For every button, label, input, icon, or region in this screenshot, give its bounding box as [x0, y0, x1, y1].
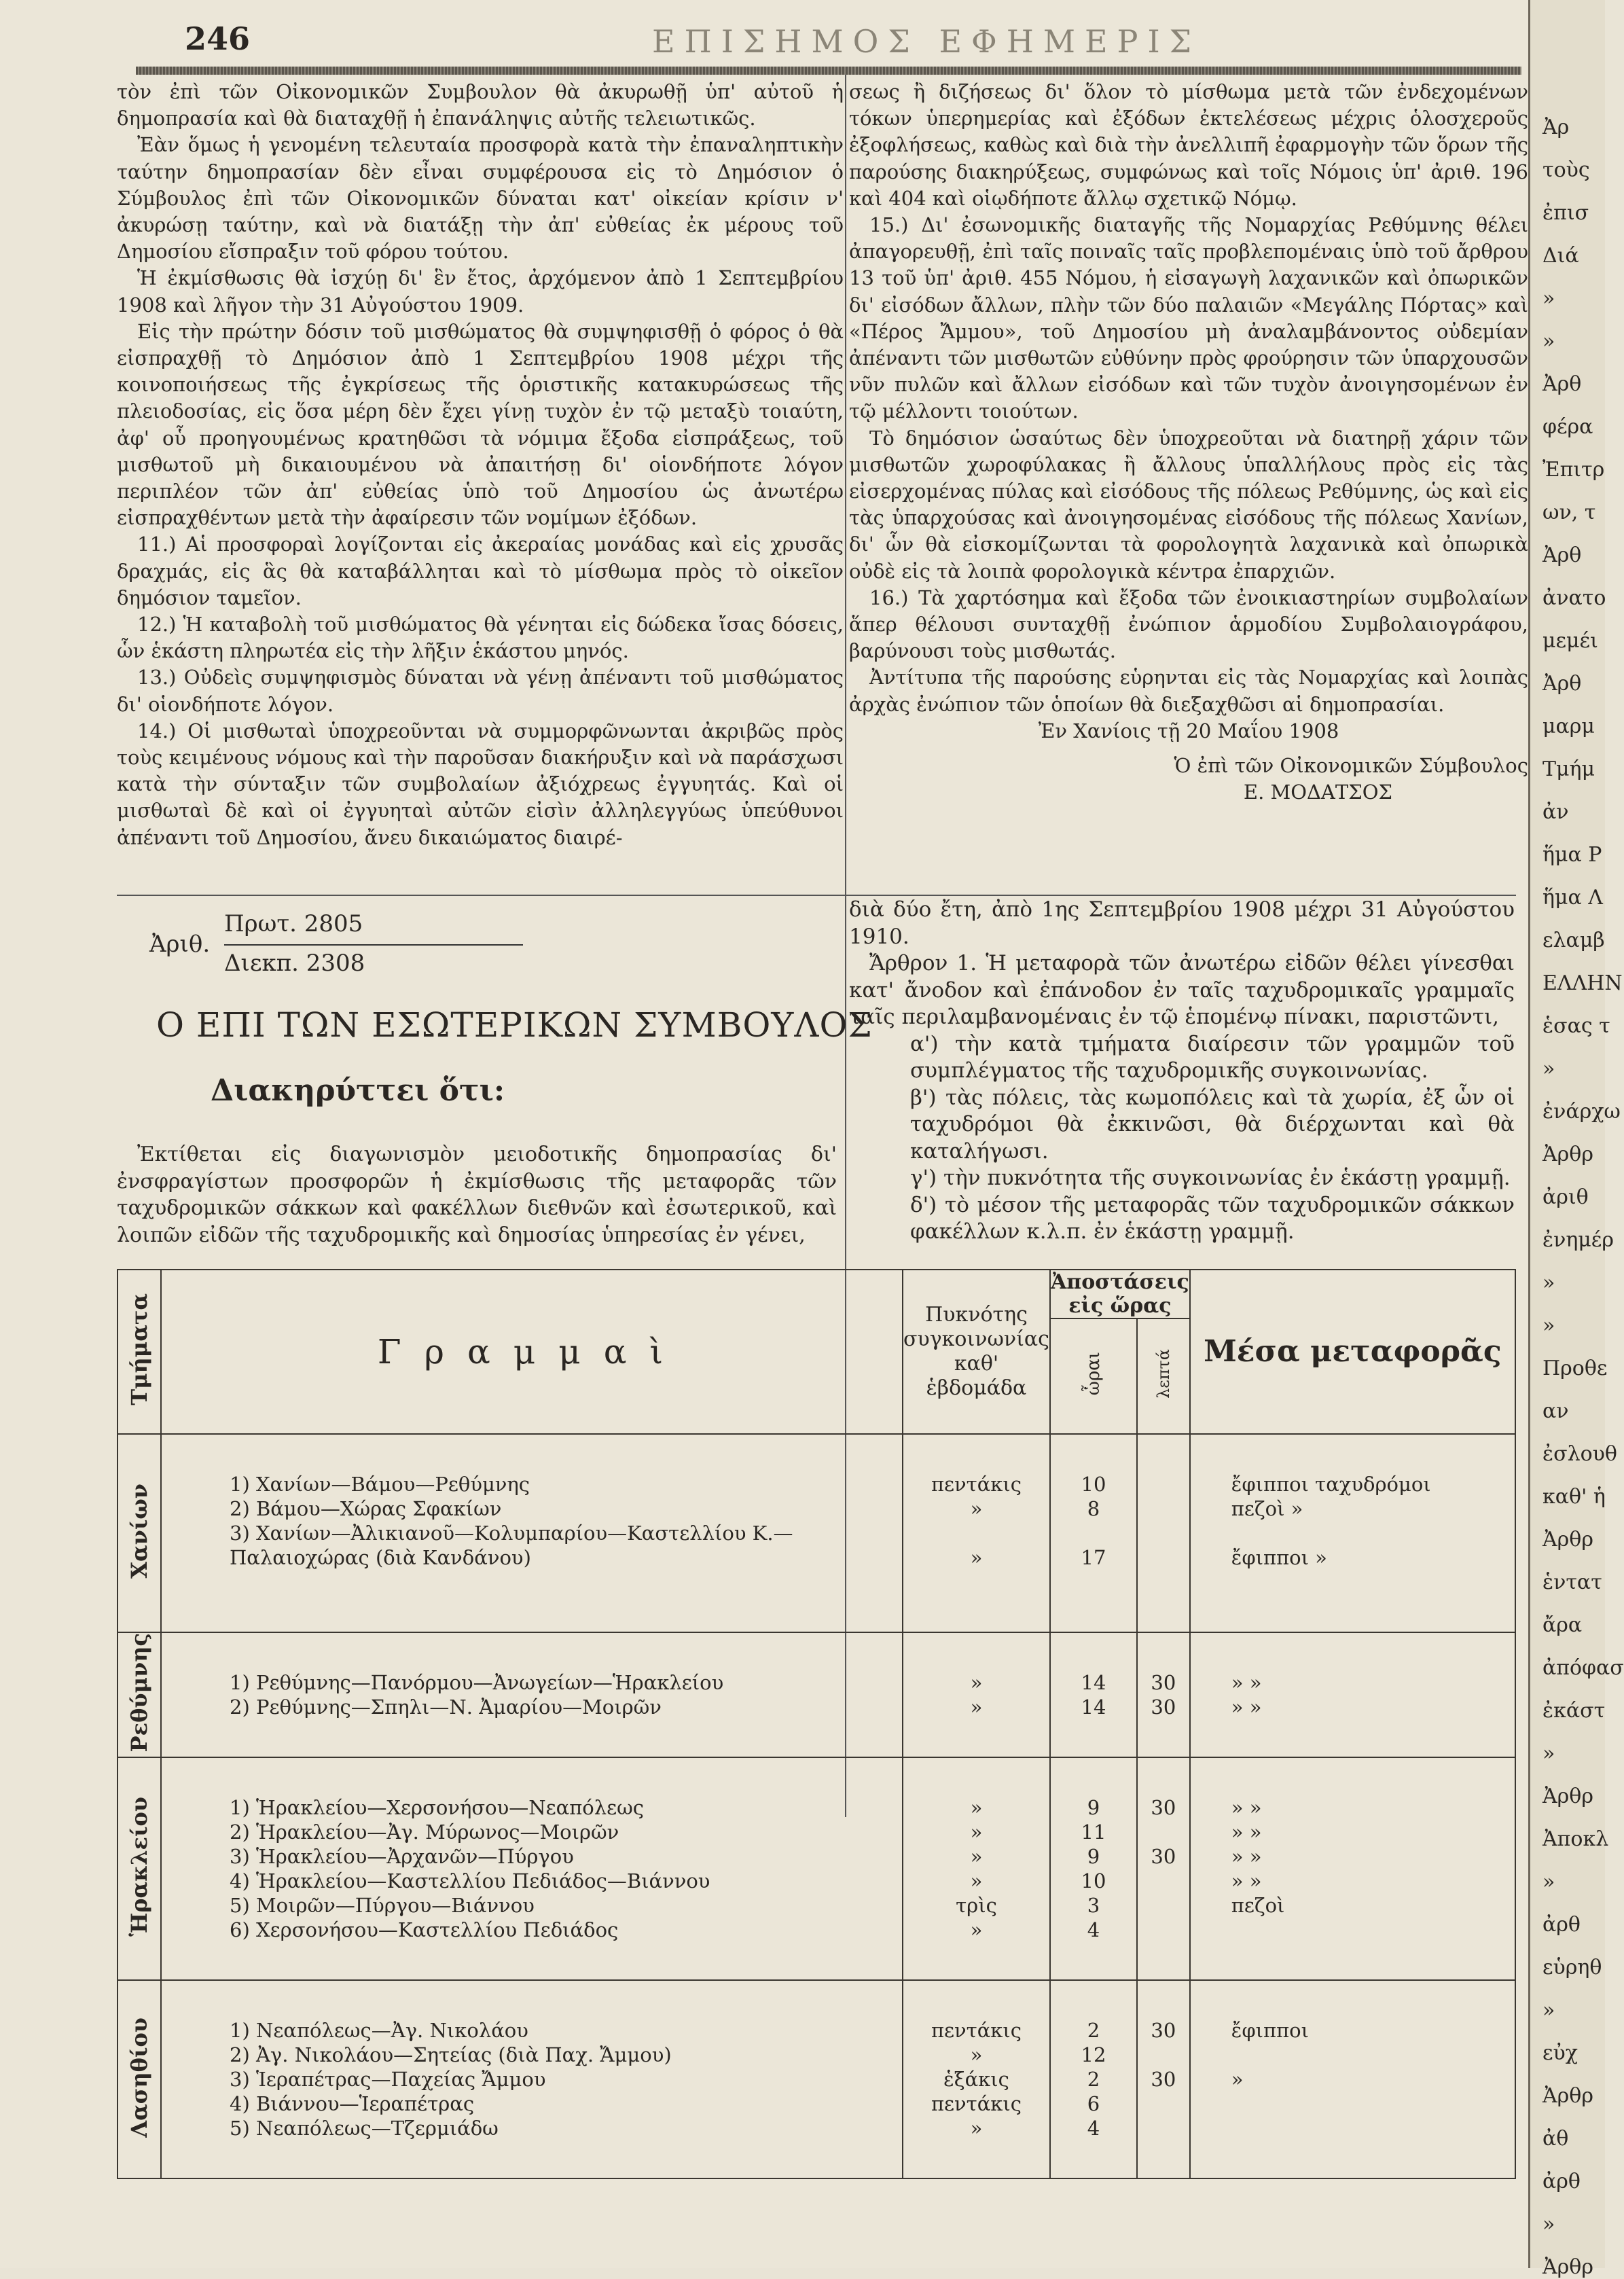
edge-fragment: »: [1542, 287, 1555, 310]
hours-cell: [1050, 1632, 1137, 1757]
paragraph: 14.) Οἱ μισθωταὶ ὑποχρεοῦνται νὰ συμμορφῶνωνται ἀκριβῶς πρὸς τοὺς κειμένους νόμους καὶ τὴν παροῦσαν διακήρυξιν καὶ νὰ παράσχωσι κατὰ τὴν σύνταξιν τῶν συμβολαίων ἀξιόχρεως ἐγγυητάς. Καὶ οἱ μισθωταὶ δὲ καὶ οἱ ἐγγυηταὶ αὐτῶν εἰσὶν ἀλληλεγγύως ὑπεύθυνοι ἀπέναντι τοῦ Δημοσίου, ἄνευ δικαιώματος διαιρέ-: [117, 719, 844, 849]
means-value: » »: [1231, 1671, 1262, 1694]
edge-fragment: »: [1542, 329, 1555, 353]
article-item-c: γ') τὴν πυκνότητα τῆς συγκοινωνίας ἐν ἑκάστῃ γραμμῇ.: [910, 1166, 1511, 1190]
minutes-value: 30: [1151, 1845, 1176, 1869]
edge-fragment: Ἀρθρ: [1542, 1784, 1593, 1808]
hours-value: 9: [1087, 1796, 1100, 1820]
hours-value: 12: [1081, 2043, 1106, 2067]
header-minutes: λεπτά: [1137, 1318, 1190, 1434]
means-value: » »: [1231, 1869, 1262, 1893]
arith-label: Ἀριθ.: [149, 931, 211, 958]
edge-fragment: φέρα: [1542, 415, 1593, 439]
right-column-top: [849, 79, 1528, 806]
edge-fragment: ἄρα: [1542, 1613, 1583, 1637]
paragraph: Εἰς τὴν πρώτην δόσιν τοῦ μισθώματος θὰ συμψηφισθῇ ὁ φόρος ὁ θὰ εἰσπραχθῇ τὸ Δημόσιον ἀπὸ 1 Σεπτεμβρίου 1908 μέχρι τῆς κοινοποιήσεως τῆς ἐγκρίσεως τῆς ὁριστικῆς κατακυρώσεως τῆς πλειοδοσίας, εἰς ὅσα μέρη δὲν ἔχει γίνῃ τυχὸν ἐν τῷ μεταξὺ τοιαύτη, ἀφ' οὗ προηγουμένως κρατηθῶσι τὰ νόμιμα ἔξοδα εἰσπράξεως, τοῦ μισθωτοῦ μὴ δικαιουμένου νὰ ἀπαιτήσῃ δι' οἱονδήποτε λόγον περιπλέον τῶν ἀπ' εὐθείας ὑπὸ τοῦ Δημοσίου ὡς ἀνωτέρω εἰσπραχθέντων μετὰ τὴν ἀφαίρεσιν τῶν νομίμων ἐξόδων.: [117, 319, 844, 530]
section-name-cell: [118, 1632, 161, 1757]
edge-fragment: »: [1542, 1998, 1555, 2022]
article-item-d: δ') τὸ μέσον τῆς μεταφορᾶς τῶν ταχυδρομικῶν σάκκων φακέλλων κ.λ.π. ἐν ἑκάστῃ γραμμῇ.: [910, 1192, 1515, 1244]
means-value: » »: [1231, 1820, 1262, 1844]
hours-value: 14: [1081, 1671, 1106, 1694]
section-name-cell: [118, 1757, 161, 1980]
header-sections: Τμήματα: [118, 1270, 161, 1434]
date-line: Ἐν Χανίοις τῇ 20 Μαΐου 1908: [1038, 719, 1339, 742]
section-name: Ρεθύμνης: [126, 1633, 152, 1753]
means-cell: [1190, 1980, 1515, 2178]
means-value: ἔφιπποι: [1231, 2019, 1309, 2043]
means-value: ἔφιπποι »: [1231, 1546, 1327, 1569]
edge-fragment: εὐχ: [1542, 2041, 1578, 2065]
paragraph: 12.) Ἡ καταβολὴ τοῦ μισθώματος θὰ γένηται εἰς δώδεκα ἴσας δόσεις, ὧν ἑκάστη πληρωτέα εἰς τὴν λῆξιν ἑκάστου μηνός.: [117, 613, 844, 663]
section-name: Λασηθίου: [126, 2017, 152, 2138]
edge-fragment: Ἀρθρ: [1542, 1528, 1593, 1551]
means-value: πεζοὶ »: [1231, 1497, 1303, 1520]
routes-table: [117, 1269, 1516, 2179]
edge-fragment: Διά: [1542, 244, 1579, 268]
section-rule: [117, 895, 1516, 896]
dispatch-number: Διεκπ. 2308: [224, 950, 365, 977]
route-text: 5) Μοιρῶν—Πύργου—Βιάννου: [230, 1894, 535, 1918]
edge-fragment: ἀπόφασ: [1542, 1656, 1624, 1680]
route-text: 1) Ρεθύμνης—Πανόρμου—Ἀνωγείων—Ἡρακλείου: [230, 1671, 724, 1694]
edge-fragment: αν: [1542, 1399, 1569, 1423]
edge-fragment: »: [1542, 1314, 1555, 1338]
paragraph: Τὸ δημόσιον ὡσαύτως δὲν ὑποχρεοῦται νὰ διατηρῇ χάριν τῶν μισθωτῶν χωροφύλακας ἢ ἄλλους ὑπαλλήλους πρὸς εἰς τὰς εἰσερχομένας πύλας καὶ εἰσόδους τῆς πόλεως Ρεθύμνης, ὡς καὶ εἰς τὰς ὑπαρχούσας καὶ ἀνοιγησομένας εἰσόδους τῆς πόλεως Χανίων, δι' ὧν θὰ εἰσκομίζωνται τὰ φορολογητὰ λαχανικὰ καὶ ὀπωρικὰ οὐδὲ εἰς τὰ λοιπὰ φορολογικὰ κέντρα ἐπαρχιῶν.: [849, 426, 1528, 583]
means-value: » »: [1231, 1695, 1262, 1719]
routes-cell: [161, 1980, 903, 2178]
means-value: » »: [1231, 1845, 1262, 1869]
edge-fragment: »: [1542, 1742, 1555, 1765]
section-name: Ἡρακλείου: [126, 1797, 152, 1937]
minutes-value: [1138, 1820, 1189, 1844]
table-section-row: [118, 1632, 1515, 1757]
edge-fragment: εὑρηθ: [1542, 1956, 1602, 1979]
edge-fragment: ἐσλουθ: [1542, 1442, 1617, 1466]
minutes-cell: [1137, 1757, 1190, 1980]
minutes-value: [1138, 1496, 1189, 1521]
gazette-title: ΕΠΙΣΗΜΟΣ ΕΦΗΜΕΡΙΣ: [652, 23, 1202, 60]
route-text: 5) Νεαπόλεως—Τζερμιάδω: [230, 2117, 499, 2140]
means-cell: [1190, 1757, 1515, 1980]
routes-table-body: [118, 1434, 1515, 2178]
hours-value: 11: [1081, 1820, 1106, 1844]
article-item-a: α') τὴν κατὰ τμήματα διαίρεσιν τῶν γραμμῶν τοῦ συμπλέγματος τῆς ταχυδρομικῆς συγκοινωνίας.: [910, 1031, 1515, 1083]
signature-name: Ε. ΜΟΔΑΤΣΟΣ: [1243, 780, 1392, 804]
frequency-cell: [903, 1980, 1050, 2178]
routes-cell: [161, 1434, 903, 1632]
hours-value: 4: [1087, 1918, 1100, 1942]
edge-fragment: ἐνάρχω: [1542, 1100, 1621, 1124]
route-text: 1) Χανίων—Βάμου—Ρεθύμνης: [230, 1473, 530, 1496]
route-text: 4) Ἡρακλείου—Καστελλίου Πεδιάδος—Βιάννου: [230, 1869, 710, 1893]
edge-fragment: Ἀρθ: [1542, 372, 1582, 396]
hours-value: 3: [1087, 1894, 1100, 1918]
minutes-value: [1138, 1918, 1189, 1942]
hours-value: 10: [1081, 1869, 1106, 1893]
edge-fragment: Ἀποκλ: [1542, 1827, 1609, 1851]
right-column-lower: [849, 897, 1515, 1246]
routes-cell: [161, 1632, 903, 1757]
article-one: Ἄρθρον 1. Ἡ μεταφορὰ τῶν ἀνωτέρω εἰδῶν θέλει γίνεσθαι κατ' ἄνοδον καὶ ἐπάνοδον ἐν ταῖς ταχυδρομικαῖς γραμμαῖς ταῖς περιλαμβανομέναις ἐν τῷ ἑπομένῳ πίνακι, παριστῶντι,: [849, 951, 1515, 1029]
section-name: Χανίων: [126, 1483, 152, 1579]
edge-fragment: ἀρθ: [1542, 2170, 1581, 2193]
edge-fragment: Ἀρθρ: [1542, 1143, 1593, 1166]
edge-fragment: Ἀρ: [1542, 115, 1570, 139]
route-text: 2) Ἡρακλείου—Ἀγ. Μύρωνος—Μοιρῶν: [230, 1820, 619, 1844]
frequency-value: πεντάκις: [931, 2019, 1022, 2043]
frequency-value: »: [970, 1546, 983, 1569]
edge-fragment: ἑσας τ: [1542, 1014, 1610, 1038]
hours-value: 10: [1081, 1473, 1106, 1496]
routes-cell: [161, 1757, 903, 1980]
table-section-row: [118, 1757, 1515, 1980]
minutes-value: 30: [1151, 1796, 1176, 1820]
frequency-value: »: [970, 1845, 983, 1869]
edge-fragment: Ἀρθρ: [1542, 2255, 1593, 2279]
frequency-value: τρὶς: [956, 1894, 997, 1918]
edge-fragment: Ἀρθ: [1542, 543, 1582, 567]
frequency-value: »: [970, 1869, 983, 1893]
minutes-value: 30: [1151, 2019, 1176, 2043]
edge-fragment: ἥμα Ρ: [1542, 843, 1602, 867]
frequency-value: ἑξάκις: [943, 2068, 1009, 2092]
edge-fragment: μεμέι: [1542, 629, 1598, 653]
frequency-value: »: [970, 1695, 983, 1719]
paragraph: τὸν ἐπὶ τῶν Οἰκονομικῶν Συμβουλον θὰ ἀκυρωθῇ ὑπ' αὐτοῦ ἡ δημοπρασία καὶ θὰ διαταχθῇ ἡ ἐπανάληψις αὐτῆς τελειωτικῶς.: [117, 80, 844, 130]
paragraph: Ἀντίτυπα τῆς παρούσης εὑρηνται εἰς τὰς Νομαρχίας καὶ λοιπὰς ἀρχὰς ἐνώπιον τῶν ὁποίων θὰ διεξαχθῶσι αἱ δημοπρασίαι.: [849, 666, 1528, 716]
route-text: 1) Ἡρακλείου—Χερσονήσου—Νεαπόλεως: [230, 1796, 645, 1820]
minutes-value: [1138, 2116, 1189, 2140]
hours-cell: [1050, 1757, 1137, 1980]
edge-fragment: ἑντατ: [1542, 1571, 1602, 1594]
table-section-row: [118, 1980, 1515, 2178]
hours-cell: [1050, 1980, 1137, 2178]
minutes-cell: [1137, 1632, 1190, 1757]
signature-role: Ὁ ἐπὶ τῶν Οἰκονομικῶν Σύμβουλος: [1174, 754, 1528, 778]
route-text: 2) Βάμου—Χώρας Σφακίων: [230, 1497, 502, 1520]
hours-value: 2: [1087, 2068, 1100, 2092]
route-text: 3) Ἡρακλείου—Ἀρχανῶν—Πύργου: [230, 1845, 574, 1869]
means-value: [1231, 2116, 1515, 2140]
minutes-value: [1138, 1521, 1189, 1594]
paragraph: 15.) Δι' ἐσωνομικῆς διαταγῆς τῆς Νομαρχίας Ρεθύμνης θέλει ἀπαγορευθῇ, ἐπὶ ταῖς ποιναῖς ταῖς προβλεπομέναις ὑπὸ τοῦ ἄρθρου 13 τοῦ ὑπ' ἀριθ. 455 Νόμου, ἡ εἰσαγωγὴ λαχανικῶν καὶ ὀπωρικῶν δι' εἰσόδων ἄλλων, πλὴν τῶν δύο παλαιῶν «Μεγάλης Πόρτας» καὶ «Πέρος Ἄμμου», τοῦ Δημοσίου μὴ ἀναλαμβάνοντος οὐδεμίαν ἀπέναντι τῶν μισθωτῶν εὐθύνην πρὸς φρούρησιν τῶν ὑπαρχουσῶν νῦν πυλῶν καὶ ἄλλων εἰσόδων καὶ τῶν τυχὸν ἀνοιγησομένων ἐν τῷ μέλλοντι τοιούτων.: [849, 213, 1528, 423]
protocol-number: Πρωτ. 2805: [224, 910, 363, 937]
edge-fragment: »: [1542, 1271, 1555, 1295]
page-number: 246: [185, 20, 251, 57]
minutes-value: 30: [1151, 2068, 1176, 2092]
intro-text: [117, 1141, 837, 1249]
minutes-value: [1138, 1472, 1189, 1496]
hours-value: 9: [1087, 1845, 1100, 1869]
edge-fragment: καθ' ἡ: [1542, 1485, 1606, 1509]
frequency-cell: [903, 1757, 1050, 1980]
frequency-value: »: [970, 1497, 983, 1520]
means-value: πεζοὶ: [1231, 1894, 1285, 1918]
edge-fragment: ἀριθ: [1542, 1185, 1589, 1209]
edge-fragment: ἐνημέρ: [1542, 1228, 1614, 1252]
minutes-value: [1138, 1869, 1189, 1893]
header-means: Μέσα μεταφορᾶς: [1190, 1270, 1515, 1434]
hours-value: 14: [1081, 1695, 1106, 1719]
paragraph: Ἐὰν ὅμως ἡ γενομένη τελευταία προσφορὰ κατὰ τὴν ἐπαναληπτικὴν ταύτην δημοπρασίαν δὲν εἶναι συμφέρουσα εἰς τὸ Δημόσιον ὁ Σύμβουλος ἐπὶ τῶν Οἰκονομικῶν δύναται κατ' οἰκείαν κρίσιν ν' ἀκυρώσῃ ταύτην, καὶ νὰ διατάξῃ τὴν ἀπ' εὐθείας ἐκ μέρους τοῦ Δημοσίου εἴσπραξιν τοῦ φόρου τούτου.: [117, 133, 844, 264]
means-value: [1231, 2043, 1515, 2067]
table-section-row: [118, 1434, 1515, 1632]
means-value: » »: [1231, 1796, 1262, 1820]
fraction-line: [224, 944, 523, 946]
edge-fragment: ων, τ: [1542, 501, 1596, 524]
paragraph: Ἡ ἐκμίσθωσις θὰ ἰσχύῃ δι' ἓν ἔτος, ἀρχόμενον ἀπὸ 1 Σεπτεμβρίου 1908 καὶ λῆγον τὴν 31 Αὐγούστου 1909.: [117, 266, 844, 317]
minutes-cell: [1137, 1434, 1190, 1632]
frequency-value: »: [970, 1820, 983, 1844]
section-name-cell: [118, 1980, 161, 2178]
hours-value: 6: [1087, 2092, 1100, 2116]
edge-fragment: Ἀρθρ: [1542, 2084, 1593, 2108]
edge-fragment: »: [1542, 2212, 1555, 2236]
edge-fragment: »: [1542, 1057, 1555, 1081]
frequency-value: πεντάκις: [931, 2092, 1022, 2116]
edge-fragment: ἐπισ: [1542, 201, 1589, 225]
adjacent-page-edge: [1528, 0, 1624, 2279]
means-cell: [1190, 1434, 1515, 1632]
minutes-value: 30: [1151, 1671, 1176, 1694]
minutes-value: [1138, 2092, 1189, 2116]
frequency-value: »: [970, 1918, 983, 1942]
edge-fragment: Ἀρθ: [1542, 672, 1582, 696]
frequency-value: »: [970, 2043, 983, 2067]
minutes-value: [1138, 2043, 1189, 2067]
hours-value: 8: [1087, 1497, 1100, 1520]
article-item-b: β') τὰς πόλεις, τὰς κωμοπόλεις καὶ τὰ χωρία, ἐξ ὧν οἱ ταχυδρόμοι θὰ ἐκκινῶσι, θὰ διέρχωνται καὶ θὰ καταλήγωσι.: [910, 1085, 1515, 1164]
header-rule: [136, 67, 1521, 75]
route-text: 3) Ἱεραπέτρας—Παχείας Ἄμμου: [230, 2068, 546, 2092]
edge-fragment: Τμήμ: [1542, 757, 1595, 781]
edge-fragment: ἀν: [1542, 800, 1569, 824]
minutes-cell: [1137, 1980, 1190, 2178]
means-value: ἔφιπποι ταχυδρόμοι: [1231, 1473, 1431, 1496]
route-text: 6) Χερσονήσου—Καστελλίου Πεδιάδος: [230, 1918, 619, 1942]
header-routes: Γραμμαὶ: [161, 1270, 903, 1434]
route-text: 4) Βιάννου—Ἱεραπέτρας: [230, 2092, 475, 2116]
route-text: 2) Ἀγ. Νικολάου—Σητείας (διὰ Παχ. Ἄμμου): [230, 2043, 672, 2067]
frequency-value: »: [970, 1796, 983, 1820]
edge-fragment: τοὺς: [1542, 158, 1590, 182]
means-value: [1231, 1918, 1515, 1942]
notice-heading: Ο ΕΠΙ ΤΩΝ ΕΣΩΤΕΡΙΚΩΝ ΣΥΜΒΟΥΛΟΣ: [156, 1005, 873, 1045]
means-value: [1231, 2092, 1515, 2116]
minutes-value: [1138, 1893, 1189, 1918]
header-hours: ὧραι: [1050, 1318, 1137, 1434]
frequency-value: »: [970, 1671, 983, 1694]
header-frequency: Πυκνότης συγκοινωνίας καθ' ἑβδομάδα: [903, 1270, 1050, 1434]
edge-fragment: ἐκάστ: [1542, 1699, 1606, 1723]
edge-fragment: ΕΛΛΗΝ: [1542, 971, 1623, 995]
period-text: διὰ δύο ἔτη, ἀπὸ 1ης Σεπτεμβρίου 1908 μέχρι 31 Αὐγούστου 1910.: [849, 897, 1515, 949]
edge-fragment: μαρμ: [1542, 715, 1595, 738]
section-name-cell: [118, 1434, 161, 1632]
frequency-cell: [903, 1632, 1050, 1757]
paragraph: 16.) Τὰ χαρτόσημα καὶ ἔξοδα τῶν ἐνοικιαστηρίων συμβολαίων ἅπερ θέλουσι συνταχθῇ ἐνώπιον ἁρμοδίου Συμβολαιογράφου, βαρύνουσι τοὺς μισθωτάς.: [849, 586, 1528, 663]
hours-value: 2: [1087, 2019, 1100, 2043]
frequency-value: πεντάκις: [931, 1473, 1022, 1496]
edge-fragment: Ἐπιτρ: [1542, 458, 1605, 482]
paragraph: 13.) Οὐδεὶς συμψηφισμὸς δύναται νὰ γένῃ ἀπέναντι τοῦ μισθώματος δι' οἱονδήποτε λόγον.: [117, 666, 844, 716]
minutes-value: 30: [1151, 1695, 1176, 1719]
route-text: 1) Νεαπόλεως—Ἀγ. Νικολάου: [230, 2019, 528, 2043]
edge-fragment: ἀθ: [1542, 2127, 1569, 2151]
left-column-top: [117, 79, 844, 851]
frequency-cell: [903, 1434, 1050, 1632]
notice-subheading: Διακηρύττει ὅτι:: [211, 1073, 505, 1108]
hours-cell: [1050, 1434, 1137, 1632]
edge-fragment: ἀρθ: [1542, 1913, 1581, 1937]
route-text: 3) Χανίων—Ἀλικιανοῦ—Κολυμπαρίου—Καστελλίου Κ.—Παλαιοχώρας (διὰ Κανδάνου): [230, 1522, 793, 1569]
hours-value: 17: [1081, 1546, 1106, 1569]
edge-fragment: ἥμα Λ: [1542, 886, 1603, 910]
intro-paragraph: Ἐκτίθεται εἰς διαγωνισμὸν μειοδοτικῆς δημοπρασίας δι' ἐνσφραγίστων προσφορῶν ἡ ἐκμίσθωσις τῆς μεταφορᾶς τῶν ταχυδρομικῶν σάκκων καὶ φακέλλων διεθνῶν καὶ ἐσωτερικοῦ, καὶ λοιπῶν εἰδῶν τῆς ταχυδρομικῆς καὶ δημοσίας ὑπηρεσίας ἐν γένει,: [117, 1143, 837, 1247]
edge-fragment: ἀνατο: [1542, 586, 1606, 610]
route-text: 2) Ρεθύμνης—Σπηλι—Ν. Ἀμαρίου—Μοιρῶν: [230, 1695, 662, 1719]
paragraph: 11.) Αἱ προσφοραὶ λογίζονται εἰς ἀκεραίας μονάδας καὶ εἰς χρυσᾶς δραχμάς, εἰς ἃς θὰ καταβάλληται καὶ τὸ μίσθωμα πρὸς τὸ οἰκεῖον δημόσιον ταμεῖον.: [117, 533, 844, 609]
edge-fragment: Προθε: [1542, 1357, 1608, 1380]
header-distances: Ἀποστάσεις εἰς ὥρας: [1050, 1270, 1189, 1318]
means-cell: [1190, 1632, 1515, 1757]
edge-fragment: ελαμβ: [1542, 929, 1605, 952]
frequency-value: »: [970, 2117, 983, 2140]
edge-fragment: »: [1542, 1870, 1555, 1894]
hours-value: 4: [1087, 2117, 1100, 2140]
paragraph: σεως ἢ διζήσεως δι' ὅλον τὸ μίσθωμα μετὰ τῶν ἐνδεχομένων τόκων ὑπερημερίας καὶ ἐξόδων ἐκτελέσεως μέχρις ὁλοσχεροῦς ἐξοφλήσεως, καθὼς καὶ διὰ τὴν ἀνελλιπῆ ἐφαρμογὴν τῶν ὅρων τῆς παρούσης διακηρύξεως, συμφώνως καὶ τοῖς Νόμοις ὑπ' ἀριθ. 196 καὶ 404 καὶ οἱῳδήποτε ἄλλῳ σχετικῷ Νόμῳ.: [849, 80, 1528, 210]
means-value: »: [1231, 2068, 1244, 2092]
